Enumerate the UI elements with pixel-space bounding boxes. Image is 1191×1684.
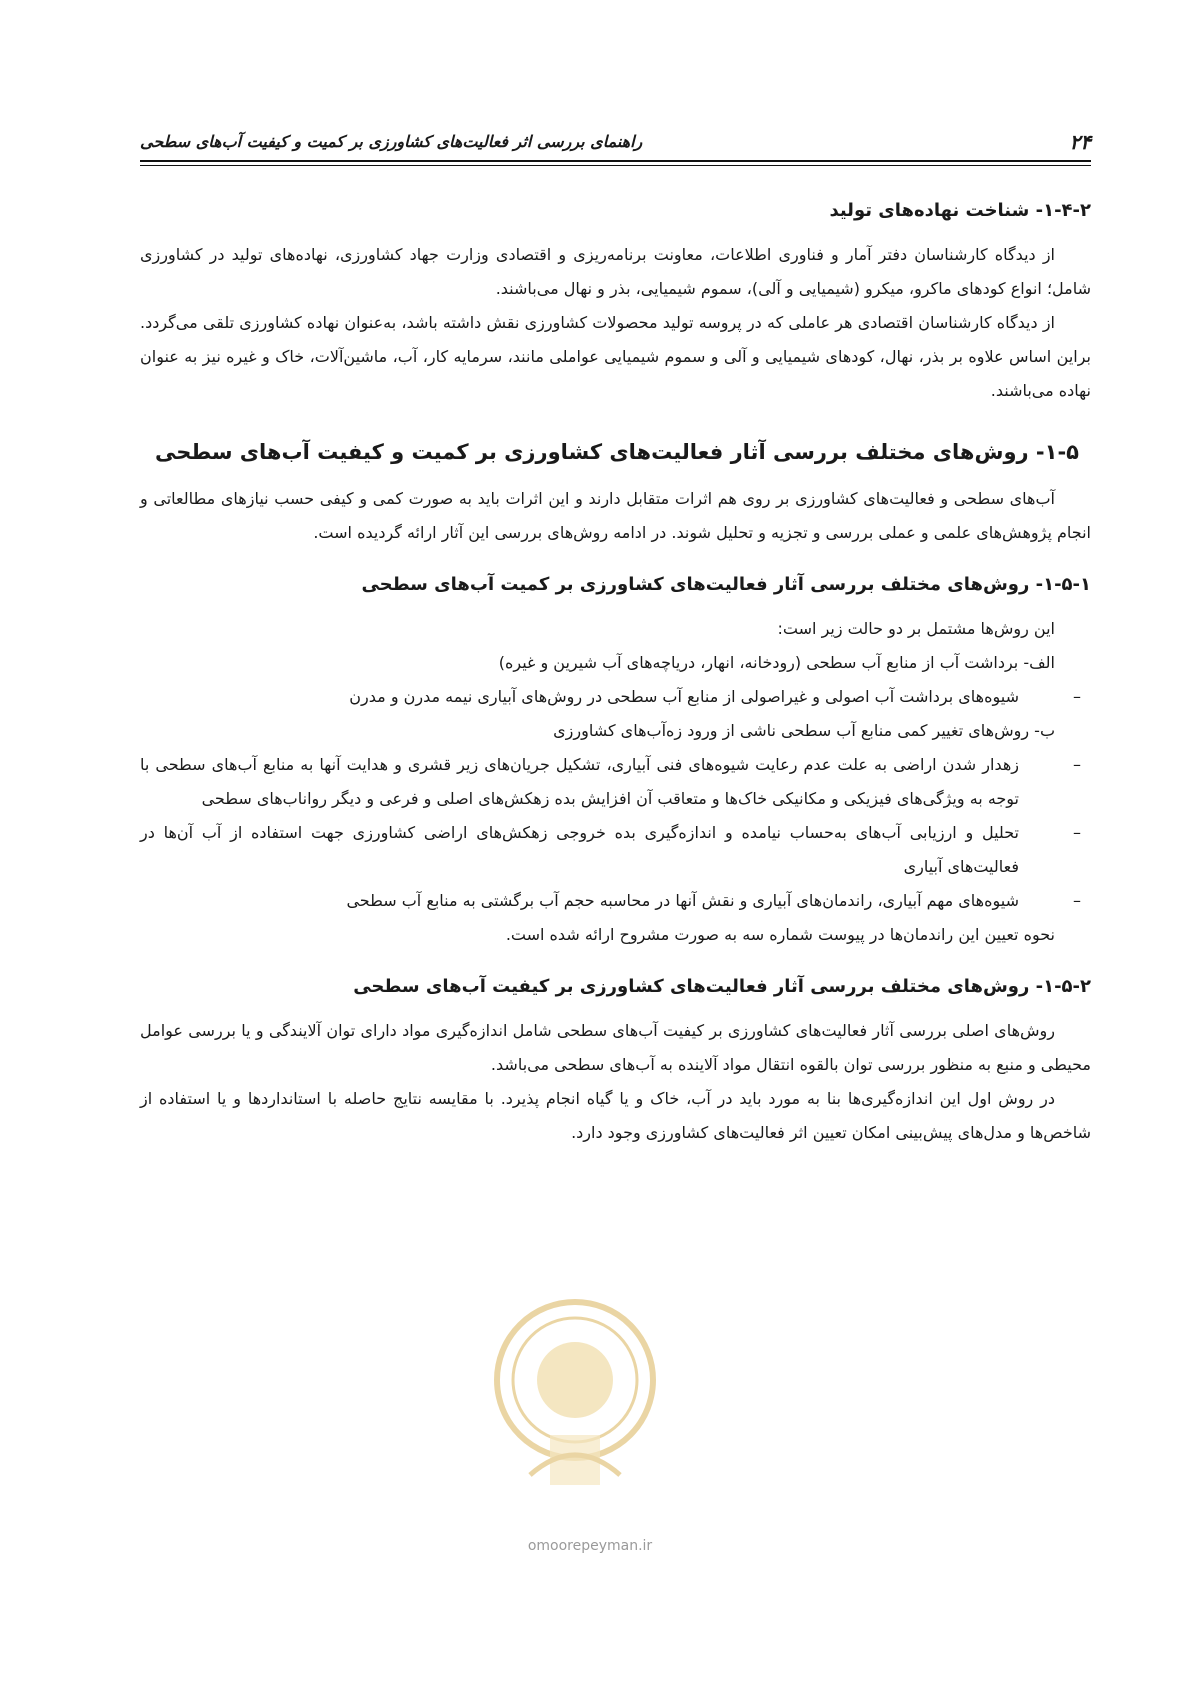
paragraph: آب‌های سطحی و فعالیت‌های کشاورزی بر روی هم اثرات متقابل دارند و این اثرات باید به صورت کمی و کیفی حسب نیازهای مطالعاتی و انجام پژوهش‌های علمی و عملی بررسی و تجزیه و تحلیل شوند. در ادامه روش‌های بررسی این آثار ارائه گردیده است. [140, 489, 1091, 542]
watermark-site: omoorepeyman.ir [527, 1538, 653, 1554]
list-item: ب- روش‌های تغییر کمی منابع آب سطحی ناشی از ورود زه‌آب‌های کشاورزی [553, 721, 1055, 740]
paragraph: روش‌های اصلی بررسی آثار فعالیت‌های کشاورزی بر کیفیت آب‌های سطحی شامل اندازه‌گیری مواد دارای توان آلایندگی و یا بررسی عوامل محیطی و منبع به منظور بررسی توان بالقوه انتقال مواد آلاینده به آب‌های سطحی می‌باشد. [140, 1021, 1091, 1074]
paragraph: نحوه تعیین این راندمان‌ها در پیوست شماره سه به صورت مشروح ارائه شده است. [505, 925, 1055, 944]
bullet-item: – شیوه‌های مهم آبیاری، راندمان‌های آبیاری و نقش آنها در محاسبه حجم آب برگشتی به منابع آب سطحی [140, 884, 1091, 918]
bullet-item: – زهدار شدن اراضی به علت عدم رعایت شیوه‌های فنی آبیاری، تشکیل جریان‌های زیر قشری و هدایت آنها به منابع آب‌های سطحی با توجه به ویژگی‌های فیزیکی و مکانیکی خاک‌ها و متعاقب آن افزایش بده زهکش‌های اصلی و فرعی و دیگر رواناب‌های سطحی [140, 748, 1091, 816]
running-title: راهنمای بررسی اثر فعالیت‌های کشاورزی بر کمیت و کیفیت آب‌های سطحی [140, 132, 643, 151]
heading-1-5: ۱-۵- روش‌های مختلف بررسی آثار فعالیت‌های کشاورزی بر کمیت و کیفیت آب‌های سطحی [155, 440, 1079, 464]
paragraph: این روش‌ها مشتمل بر دو حالت زیر است: [777, 619, 1055, 638]
list-item: الف- برداشت آب از منابع آب سطحی (رودخانه، انهار، دریاچه‌های آب شیرین و غیره) [498, 653, 1055, 672]
page-body [140, 196, 1091, 1150]
bullet-item: – تحلیل و ارزیابی آب‌های به‌حساب نیامده و اندازه‌گیری بده خروجی زهکش‌های اراضی کشاورزی جهت استفاده از آب آن‌ها در فعالیت‌های آبیاری [140, 816, 1091, 884]
page-number: ۲۴ [1069, 130, 1091, 154]
seal-logo-icon [490, 1285, 660, 1505]
header-rule-thin [140, 165, 1091, 166]
running-header [140, 130, 1091, 154]
heading-1-5-2: ۱-۵-۲- روش‌های مختلف بررسی آثار فعالیت‌های کشاورزی بر کیفیت آب‌های سطحی [353, 976, 1091, 997]
paragraph: از دیدگاه کارشناسان دفتر آمار و فناوری اطلاعات، معاونت برنامه‌ریزی و اقتصادی وزارت جهاد کشاورزی، نهاده‌های تولید در کشاورزی شامل؛ انواع کودهای ماکرو، میکرو (شیمیایی و آلی)، سموم شیمیایی، بذر و نهال می‌باشند. [140, 245, 1091, 298]
heading-1-5-1: ۱-۵-۱- روش‌های مختلف بررسی آثار فعالیت‌های کشاورزی بر کمیت آب‌های سطحی [361, 574, 1091, 595]
heading-1-4-2: ۱-۴-۲- شناخت نهاده‌های تولید [829, 200, 1091, 221]
paragraph: در روش اول این اندازه‌گیری‌ها بنا به مورد باید در آب، خاک و یا گیاه انجام پذیرد. با مقایسه نتایج حاصله با استانداردها و یا استفاده از شاخص‌ها و مدل‌های پیش‌بینی امکان تعیین اثر فعالیت‌های کشاورزی وجود دارد. [140, 1089, 1091, 1142]
paragraph: از دیدگاه کارشناسان اقتصادی هر عاملی که در پروسه تولید محصولات کشاورزی نقش داشته باشد، به‌عنوان نهاده کشاورزی تلقی می‌گردد. براین اساس علاوه بر بذر، نهال، کودهای شیمیایی و آلی و سموم شیمیایی عواملی مانند، سرمایه کار، آب، ماشین‌آلات، خاک و غیره نیز به عنوان نهاده می‌باشند. [140, 313, 1091, 400]
header-rule-thick [140, 160, 1091, 162]
bullet-item: – شیوه‌های برداشت آب اصولی و غیراصولی از منابع آب سطحی در روش‌های آبیاری نیمه مدرن و مدرن [140, 680, 1091, 714]
